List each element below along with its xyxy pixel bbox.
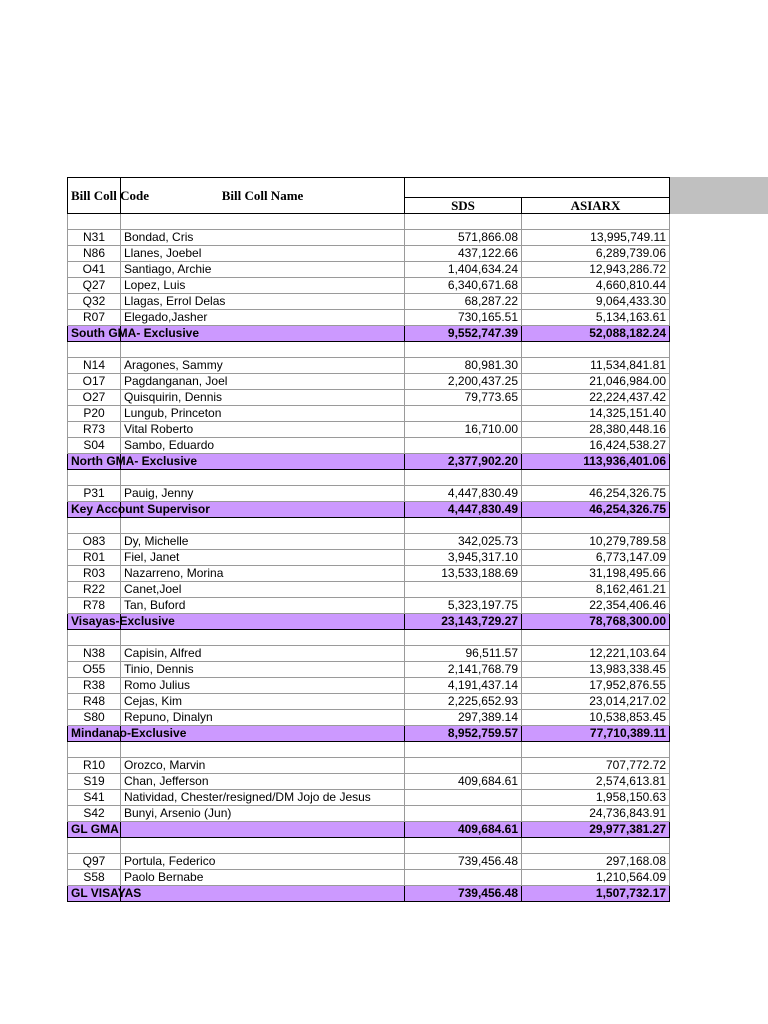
empty-cell [68,518,121,534]
bill-coll-code: O41 [68,262,121,278]
subtotal-row [68,726,670,742]
bill-coll-name: Nazarreno, Morina [121,566,405,582]
bill-coll-code: O17 [68,374,121,390]
asiarx-value: 297,168.08 [522,854,670,870]
header-row [68,178,670,198]
bill-coll-code: Q32 [68,294,121,310]
table-row [68,374,670,390]
bill-coll-code: R01 [68,550,121,566]
table-row [68,710,670,726]
subtotal-label-cell [68,822,121,838]
subtotal-row [68,822,670,838]
asiarx-value: 707,772.72 [522,758,670,774]
table-row [68,870,670,886]
empty-cell [68,470,121,486]
subtotal-label-cell [68,502,210,518]
bill-coll-code: S80 [68,710,121,726]
subtotal-asiarx: 29,977,381.27 [522,822,670,838]
sds-value [405,870,522,886]
header-side-bar [669,177,768,214]
asiarx-value: 8,162,461.21 [522,582,670,598]
asiarx-value: 28,380,448.16 [522,422,670,438]
bill-coll-code: R03 [68,566,121,582]
asiarx-value: 10,538,853.45 [522,710,670,726]
sds-value [405,790,522,806]
empty-cell [405,214,522,230]
sds-value: 2,225,652.93 [405,694,522,710]
empty-cell [522,342,670,358]
subtotal-sds: 2,377,902.20 [405,454,522,470]
empty-cell [121,838,405,854]
blank-row [68,518,670,534]
empty-cell [522,838,670,854]
sds-value: 96,511.57 [405,646,522,662]
empty-cell [522,518,670,534]
asiarx-value: 16,424,538.27 [522,438,670,454]
table-row [68,406,670,422]
subtotal-label: GL VISAYAS [71,886,142,900]
subtotal-empty-cell [121,822,405,838]
sds-value: 6,340,671.68 [405,278,522,294]
subtotal-label-cell [68,614,175,630]
table-row [68,694,670,710]
bill-coll-code: R48 [68,694,121,710]
bill-coll-code: N14 [68,358,121,374]
blank-row [68,742,670,758]
subtotal-label: South GMA- Exclusive [71,326,200,340]
sds-value: 730,165.51 [405,310,522,326]
sds-value: 739,456.48 [405,854,522,870]
asiarx-value: 11,534,841.81 [522,358,670,374]
empty-cell [405,518,522,534]
empty-cell [68,838,121,854]
bill-coll-code: R22 [68,582,121,598]
empty-cell [405,838,522,854]
empty-cell [522,214,670,230]
table-row [68,790,670,806]
sds-value: 342,025.73 [405,534,522,550]
asiarx-value: 13,983,338.45 [522,662,670,678]
subtotal-label: North GMA- Exclusive [71,454,198,468]
subtotal-row [68,326,670,342]
table-row [68,806,670,822]
empty-cell [121,342,405,358]
subtotal-label: Key Account Supervisor [71,502,210,516]
empty-cell [121,214,405,230]
subtotal-row [68,886,670,902]
empty-cell [405,630,522,646]
bill-coll-name: Aragones, Sammy [121,358,405,374]
sds-value: 4,447,830.49 [405,486,522,502]
sds-value: 3,945,317.10 [405,550,522,566]
header-group-cell [405,178,670,198]
sds-value: 2,141,768.79 [405,662,522,678]
subtotal-label: Visayas-Exclusive [71,614,175,628]
bill-coll-code: R78 [68,598,121,614]
table-row [68,678,670,694]
subtotal-asiarx: 77,710,389.11 [522,726,670,742]
asiarx-value: 2,574,613.81 [522,774,670,790]
sds-value: 16,710.00 [405,422,522,438]
subtotal-label: GL GMA [71,822,119,836]
empty-cell [405,470,522,486]
bill-collector-table [67,177,670,902]
subtotal-label: Mindanao-Exclusive [71,726,187,740]
empty-cell [121,742,405,758]
sds-value: 80,981.30 [405,358,522,374]
subtotal-row [68,502,670,518]
table-row [68,390,670,406]
subtotal-asiarx: 46,254,326.75 [522,502,670,518]
subtotal-empty-cell [121,886,405,902]
subtotal-asiarx: 78,768,300.00 [522,614,670,630]
sds-value: 4,191,437.14 [405,678,522,694]
bill-coll-name: Pagdanganan, Joel [121,374,405,390]
sds-value: 2,200,437.25 [405,374,522,390]
bill-coll-name: Repuno, Dinalyn [121,710,405,726]
sds-value: 68,287.22 [405,294,522,310]
asiarx-value: 24,736,843.91 [522,806,670,822]
bill-coll-code: S19 [68,774,121,790]
asiarx-header: ASIARX [522,198,670,214]
asiarx-value: 13,995,749.11 [522,230,670,246]
subtotal-sds: 4,447,830.49 [405,502,522,518]
bill-coll-code: S42 [68,806,121,822]
table-row [68,486,670,502]
sds-value: 5,323,197.75 [405,598,522,614]
bill-coll-code: O27 [68,390,121,406]
asiarx-value: 10,279,789.58 [522,534,670,550]
bill-coll-code: R07 [68,310,121,326]
bill-coll-code: S04 [68,438,121,454]
subtotal-sds: 739,456.48 [405,886,522,902]
asiarx-value: 22,224,437.42 [522,390,670,406]
table-row [68,774,670,790]
sds-value: 79,773.65 [405,390,522,406]
empty-cell [522,630,670,646]
bill-coll-name-header: Bill Coll Name [121,178,405,214]
asiarx-value: 46,254,326.75 [522,486,670,502]
bill-coll-name: Natividad, Chester/resigned/DM Jojo de Jesus [121,790,405,806]
empty-cell [121,470,405,486]
empty-cell [121,518,405,534]
sds-value [405,406,522,422]
empty-cell [68,342,121,358]
subtotal-label-cell [68,726,187,742]
bill-coll-name: Romo Julius [121,678,405,694]
bill-coll-code: P20 [68,406,121,422]
sds-header: SDS [405,198,522,214]
bill-coll-name: Sambo, Eduardo [121,438,405,454]
bill-coll-name: Tan, Buford [121,598,405,614]
empty-cell [522,470,670,486]
subtotal-label-cell [68,454,198,470]
bill-coll-name: Llanes, Joebel [121,246,405,262]
subtotal-sds: 9,552,747.39 [405,326,522,342]
bill-coll-name: Llagas, Errol Delas [121,294,405,310]
sds-value: 437,122.66 [405,246,522,262]
bill-coll-name: Vital Roberto [121,422,405,438]
asiarx-value: 31,198,495.66 [522,566,670,582]
sds-value [405,438,522,454]
blank-row [68,838,670,854]
bill-coll-name: Quisquirin, Dennis [121,390,405,406]
subtotal-asiarx: 52,088,182.24 [522,326,670,342]
subtotal-label-cell [68,886,142,902]
bill-coll-name: Capisin, Alfred [121,646,405,662]
bill-coll-name: Canet,Joel [121,582,405,598]
asiarx-value: 12,943,286.72 [522,262,670,278]
asiarx-value: 1,958,150.63 [522,790,670,806]
bill-coll-name: Tinio, Dennis [121,662,405,678]
subtotal-row [68,454,670,470]
bill-coll-code: O55 [68,662,121,678]
bill-coll-code: S41 [68,790,121,806]
table-row [68,598,670,614]
bill-coll-name: Chan, Jefferson [121,774,405,790]
bill-coll-code: R38 [68,678,121,694]
empty-cell [68,742,121,758]
table-row [68,550,670,566]
subtotal-asiarx: 113,936,401.06 [522,454,670,470]
bill-coll-name: Paolo Bernabe [121,870,405,886]
bill-coll-name: Dy, Michelle [121,534,405,550]
bill-coll-name: Bondad, Cris [121,230,405,246]
subtotal-label-cell [68,326,200,342]
table-row [68,662,670,678]
bill-coll-code: Q97 [68,854,121,870]
bill-coll-name: Lopez, Luis [121,278,405,294]
table-row [68,294,670,310]
sds-value [405,582,522,598]
table-row [68,262,670,278]
empty-cell [68,214,121,230]
asiarx-value: 22,354,406.46 [522,598,670,614]
bill-coll-name: Lungub, Princeton [121,406,405,422]
bill-coll-code: N86 [68,246,121,262]
bill-coll-code: N38 [68,646,121,662]
table-row [68,758,670,774]
subtotal-sds: 409,684.61 [405,822,522,838]
sds-value: 571,866.08 [405,230,522,246]
table-row [68,566,670,582]
bill-coll-name: Fiel, Janet [121,550,405,566]
table-row [68,278,670,294]
blank-row [68,214,670,230]
sds-value [405,806,522,822]
empty-cell [68,630,121,646]
bill-coll-name: Santiago, Archie [121,262,405,278]
table-row [68,358,670,374]
bill-coll-name: Bunyi, Arsenio (Jun) [121,806,405,822]
empty-cell [405,342,522,358]
empty-cell [522,742,670,758]
bill-coll-code: S58 [68,870,121,886]
blank-row [68,342,670,358]
table-row [68,854,670,870]
empty-cell [405,742,522,758]
subtotal-row [68,614,670,630]
bill-coll-code: R73 [68,422,121,438]
bill-coll-name: Elegado,Jasher [121,310,405,326]
subtotal-sds: 23,143,729.27 [405,614,522,630]
blank-row [68,470,670,486]
asiarx-value: 17,952,876.55 [522,678,670,694]
blank-row [68,630,670,646]
table-row [68,422,670,438]
sds-value: 409,684.61 [405,774,522,790]
table-row [68,230,670,246]
table-row [68,246,670,262]
asiarx-value: 1,210,564.09 [522,870,670,886]
table-row [68,582,670,598]
sds-value: 297,389.14 [405,710,522,726]
table-row [68,310,670,326]
bill-coll-name: Orozco, Marvin [121,758,405,774]
bill-coll-code: O83 [68,534,121,550]
bill-coll-code-header: Bill Coll Code [68,178,121,214]
sds-value: 13,533,188.69 [405,566,522,582]
asiarx-value: 6,773,147.09 [522,550,670,566]
asiarx-value: 21,046,984.00 [522,374,670,390]
subtotal-sds: 8,952,759.57 [405,726,522,742]
bill-coll-code: R10 [68,758,121,774]
bill-coll-name: Pauig, Jenny [121,486,405,502]
subtotal-asiarx: 1,507,732.17 [522,886,670,902]
table-row [68,438,670,454]
empty-cell [121,630,405,646]
asiarx-value: 12,221,103.64 [522,646,670,662]
table-row [68,646,670,662]
asiarx-value: 14,325,151.40 [522,406,670,422]
asiarx-value: 23,014,217.02 [522,694,670,710]
bill-coll-name: Portula, Federico [121,854,405,870]
sds-value [405,758,522,774]
bill-coll-name: Cejas, Kim [121,694,405,710]
asiarx-value: 5,134,163.61 [522,310,670,326]
asiarx-value: 4,660,810.44 [522,278,670,294]
bill-coll-code: P31 [68,486,121,502]
sds-value: 1,404,634.24 [405,262,522,278]
asiarx-value: 9,064,433.30 [522,294,670,310]
asiarx-value: 6,289,739.06 [522,246,670,262]
bill-coll-code: Q27 [68,278,121,294]
bill-coll-code: N31 [68,230,121,246]
table-row [68,534,670,550]
